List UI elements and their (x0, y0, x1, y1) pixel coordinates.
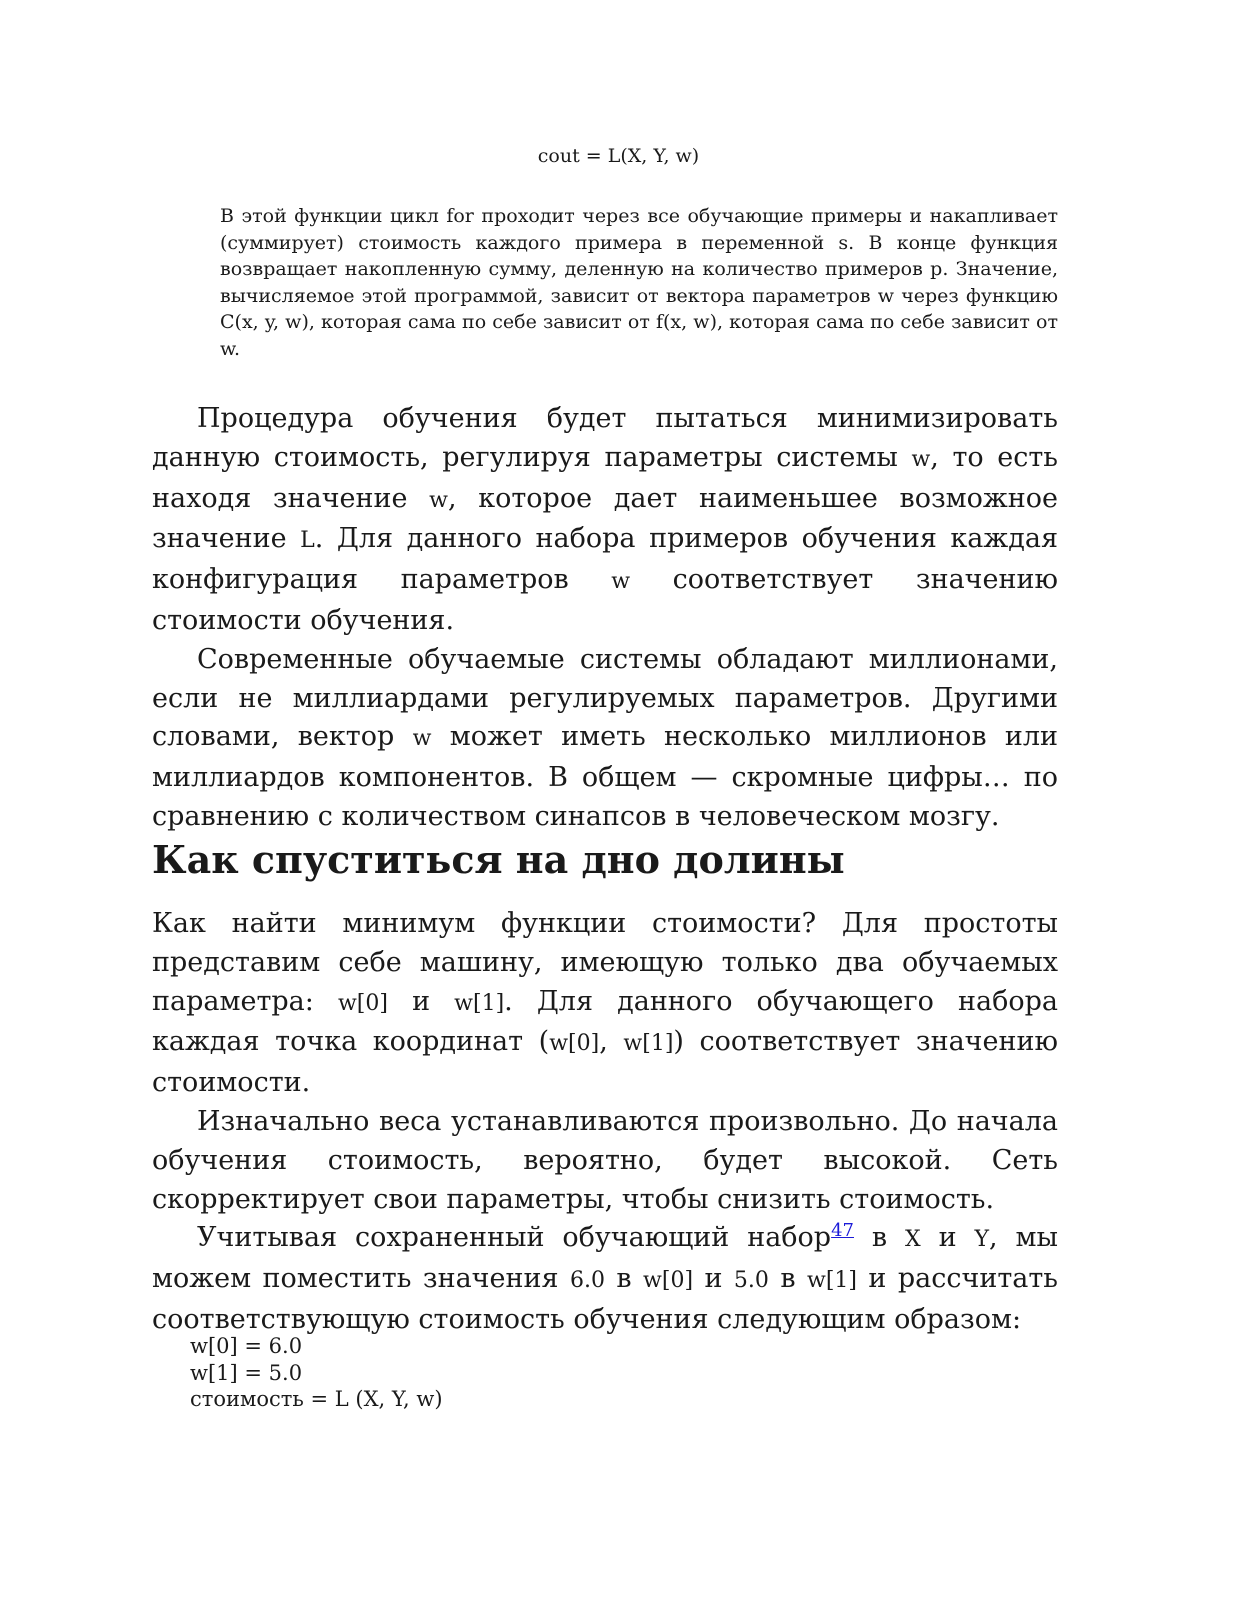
paragraph-find-minimum: Как найти минимум функции стоимости? Для простоты представим себе машину, имеющую только два обучаемых параметра: w[0] и w[1]. Для данного обучающего набора каждая точка координат (w[0], w[1]) соответствует значению стоимости. (152, 908, 1059, 1099)
paragraph-training-procedure: Процедура обучения будет пытаться минимизировать данную стоимость, регулируя параметры системы w, то есть находя значение w, которое дает наименьшее возможное значение L. Для данного набора примеров обучения каждая конфигурация параметров w соответствует значению стоимости обучения. (152, 403, 1059, 636)
footnote-link[interactable]: 47 (831, 1220, 854, 1242)
body-section-1 (152, 400, 1058, 837)
code-line: w[1] = 5.0 (190, 1360, 303, 1385)
paragraph-modern-systems: Современные обучаемые системы обладают миллионами, если не миллиардами регулируемых параметров. Другими словами, вектор w может иметь несколько миллионов или миллиардов компонентов. В общем — скромные цифры… по сравнению с количеством синапсов в человеческом мозгу. (152, 643, 1058, 832)
code-listing (190, 1333, 443, 1413)
paragraph-initial-weights: Изначально веса устанавливаются произвольно. До начала обучения стоимость, вероятно, будет высокой. Сеть скорректирует свои параметры, чтобы снизить стоимость. (152, 1105, 1058, 1215)
body-section-2 (152, 905, 1058, 1340)
code-line: стоимость = L (X, Y, w) (190, 1387, 443, 1412)
section-heading: Как спуститься на дно долины (152, 837, 845, 882)
function-note: В этой функции цикл for проходит через все обучающие примеры и накапливает (суммирует) стоимость каждого примера в переменной s. В конце функция возвращает накопленную сумму, деленную на количество примеров p. Значение, вычисляемое этой программой, зависит от вектора параметров w через функцию C(x, y, w), которая сама по себе зависит от f(x, w), которая сама по себе зависит от w. (220, 205, 1058, 360)
code-line: w[0] = 6.0 (190, 1334, 303, 1358)
paragraph-training-set: Учитывая сохраненный обучающий набор$^{47}$ в X и Y, мы можем поместить значения 6.0 в w[0] и 5.0 в w[1] и рассчитать соответствующую стоимость обучения следующим образом: (152, 1220, 1059, 1335)
cost-formula: cout = L(X, Y, w) (537, 145, 700, 167)
